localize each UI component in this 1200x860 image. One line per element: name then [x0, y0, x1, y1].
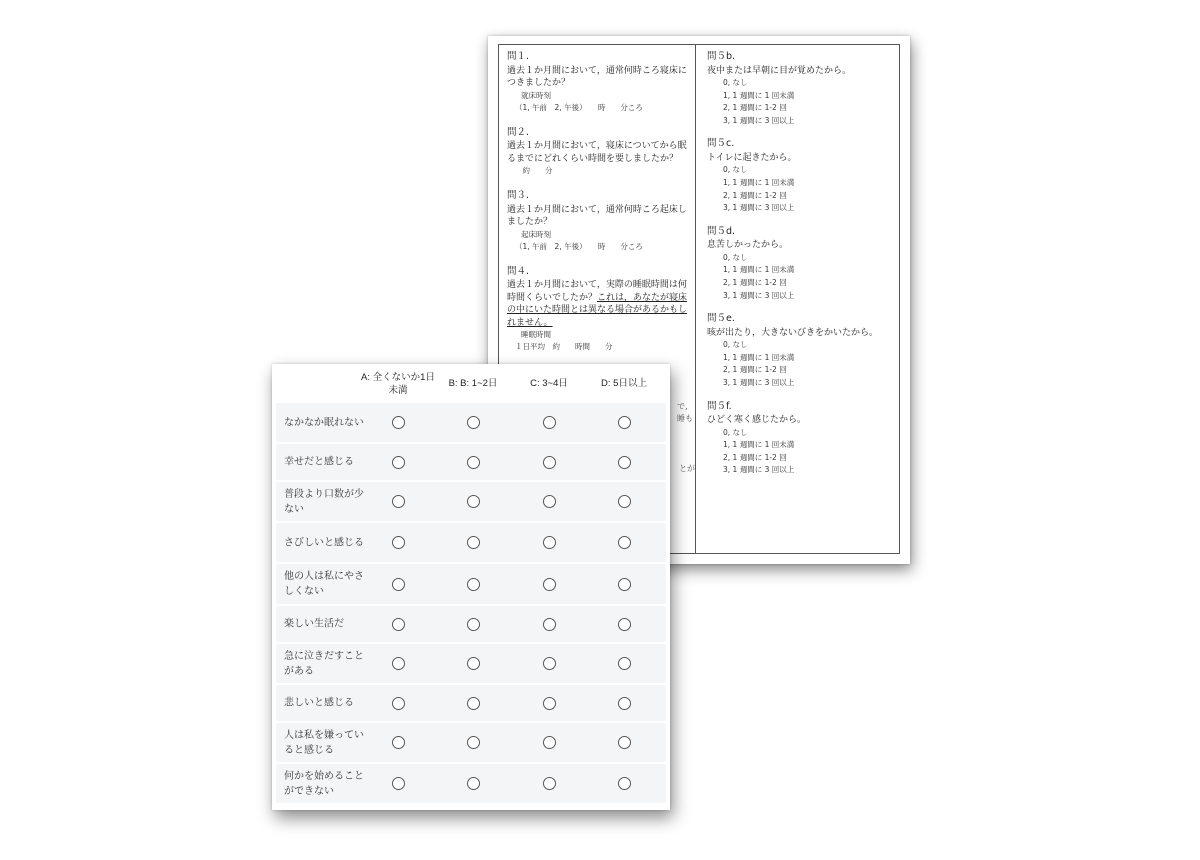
- radio-option-a[interactable]: [392, 657, 405, 670]
- obscured-text-fragment: 睡も: [677, 414, 693, 423]
- answer-label: 起床時刻: [521, 229, 551, 239]
- row-label: 急に泣きだすことがある: [284, 650, 364, 677]
- radio-option-c[interactable]: [543, 536, 556, 549]
- radio-option-c[interactable]: [543, 578, 556, 591]
- question-text: 過去１か月間において，通常何時ころ起床しましたか？: [507, 204, 687, 227]
- question-text: 過去１か月間において，寝床についてから眠るまでにどれくらい時間を要しましたか？: [507, 141, 687, 164]
- obscured-text-fragment: で,: [677, 402, 688, 411]
- option: 1, 1 週間に 1 回未満: [723, 440, 795, 450]
- row-label: 人は私を嫌っていると感じる: [284, 729, 364, 756]
- row-label: 普段より口数が少ない: [284, 488, 364, 515]
- answer-format: （1, 午前 2, 午後） 時 分ころ: [515, 102, 643, 112]
- option: 1, 1 週間に 1 回未満: [723, 90, 795, 100]
- radio-option-a[interactable]: [392, 777, 405, 790]
- radio-option-a[interactable]: [392, 495, 405, 508]
- radio-option-d[interactable]: [618, 657, 631, 670]
- question-number: 問１.: [507, 51, 530, 62]
- grid-row: [276, 644, 666, 683]
- option: 1, 1 週間に 1 回未満: [723, 177, 795, 187]
- radio-option-d[interactable]: [618, 416, 631, 429]
- radio-option-b[interactable]: [467, 736, 480, 749]
- radio-option-a[interactable]: [392, 456, 405, 469]
- radio-option-a[interactable]: [392, 578, 405, 591]
- grid-row: [276, 444, 666, 480]
- radio-option-a[interactable]: [392, 618, 405, 631]
- grid-row: [276, 523, 666, 562]
- grid-row: [276, 723, 666, 762]
- question-text-underlined: これは，あなたが寝床の中にいた時間とは異なる場合があるかもしれません。: [507, 292, 688, 328]
- option: 2, 1 週間に 1-2 回: [723, 452, 787, 462]
- radio-option-c[interactable]: [543, 456, 556, 469]
- option: 0, なし: [723, 427, 748, 437]
- option: 3, 1 週間に 3 回以上: [723, 377, 795, 387]
- option: 0, なし: [723, 252, 748, 262]
- radio-option-d[interactable]: [618, 618, 631, 631]
- question-number: 問２.: [507, 126, 530, 138]
- question-5e: [707, 313, 893, 389]
- question-number: 問５b.: [707, 51, 736, 62]
- left-column: [507, 51, 689, 366]
- row-label: なかなか眠れない: [284, 417, 364, 428]
- radio-option-b[interactable]: [467, 416, 480, 429]
- option: 1, 1 週間に 1 回未満: [723, 265, 795, 275]
- answer-format: 約 分: [515, 166, 553, 175]
- question-4: [507, 266, 689, 354]
- option: 3, 1 週間に 3 回以上: [723, 203, 795, 213]
- question-5f: [707, 401, 893, 477]
- right-column: [707, 51, 893, 488]
- question-1: [507, 51, 689, 114]
- question-number: 問５c.: [707, 138, 735, 150]
- grid-row: [276, 482, 666, 521]
- radio-option-b[interactable]: [467, 456, 480, 469]
- grid-header: [272, 364, 670, 402]
- radio-option-a[interactable]: [392, 416, 405, 429]
- question-5d: [707, 226, 893, 302]
- radio-option-c[interactable]: [543, 777, 556, 790]
- grid-row: [276, 606, 666, 642]
- option: 3, 1 週間に 3 回以上: [723, 465, 795, 475]
- question-number: 問５e.: [707, 313, 735, 325]
- radio-option-b[interactable]: [467, 578, 480, 591]
- question-text: 咳が出たり，大きないびきをかいたから。: [707, 327, 879, 338]
- question-text: [507, 279, 689, 329]
- option: 3, 1 週間に 3 回以上: [723, 115, 795, 125]
- radio-option-d[interactable]: [618, 536, 631, 549]
- column-header-d: D: 5日以上: [601, 378, 647, 389]
- radio-option-b[interactable]: [467, 536, 480, 549]
- row-label: 幸せだと感じる: [284, 456, 354, 468]
- answer-label: 就床時刻: [521, 90, 551, 100]
- grid-row: [276, 764, 666, 803]
- radio-option-b[interactable]: [467, 495, 480, 508]
- column-header-c: C: 3~4日: [530, 378, 568, 389]
- column-header-a: A: 全くないか1日未満: [361, 372, 435, 396]
- question-number: 問５d.: [707, 225, 736, 237]
- radio-option-d[interactable]: [618, 578, 631, 591]
- option: 1, 1 週間に 1 回未満: [723, 352, 795, 362]
- grid-row: [276, 564, 666, 604]
- answer-label: 睡眠時間: [521, 330, 551, 339]
- radio-option-c[interactable]: [543, 618, 556, 631]
- radio-option-b[interactable]: [467, 697, 480, 710]
- question-text: 息苦しかったから。: [707, 240, 789, 251]
- option: 2, 1 週間に 1-2 回: [723, 277, 787, 287]
- radio-option-c[interactable]: [543, 657, 556, 670]
- radio-option-d[interactable]: [618, 736, 631, 749]
- row-label: さびしいと感じる: [284, 537, 364, 548]
- answer-format: １日平均 約 時間 分: [515, 342, 613, 351]
- question-2: [507, 127, 689, 178]
- question-5b: [707, 51, 893, 127]
- radio-option-b[interactable]: [467, 618, 480, 631]
- radio-option-d[interactable]: [618, 777, 631, 790]
- radio-option-c[interactable]: [543, 736, 556, 749]
- radio-option-d[interactable]: [618, 456, 631, 469]
- option: 0, なし: [723, 78, 748, 87]
- option: 3, 1 週間に 3 回以上: [723, 290, 795, 300]
- row-label: 何かを始めることができない: [284, 770, 364, 797]
- radio-option-c[interactable]: [543, 416, 556, 429]
- option: 0, なし: [723, 165, 748, 175]
- question-number: 問４.: [507, 265, 530, 277]
- question-text: 夜中または早朝に目が覚めたから。: [707, 65, 852, 76]
- column-divider: [695, 45, 696, 553]
- radio-option-a[interactable]: [392, 697, 405, 710]
- frequency-grid-form: [272, 364, 670, 810]
- radio-option-b[interactable]: [467, 777, 480, 790]
- radio-option-c[interactable]: [543, 495, 556, 508]
- option: 2, 1 週間に 1-2 回: [723, 190, 787, 200]
- radio-option-a[interactable]: [392, 536, 405, 549]
- radio-option-b[interactable]: [467, 657, 480, 670]
- question-3: [507, 190, 689, 253]
- question-text: ひどく寒く感じたから。: [707, 415, 807, 425]
- radio-option-d[interactable]: [618, 495, 631, 508]
- question-number: 問３.: [507, 190, 530, 201]
- option: 2, 1 週間に 1-2 回: [723, 103, 787, 113]
- question-text-main: 過去１か月間において，実際の睡眠時間は何時間くらいでしたか？: [507, 280, 687, 303]
- grid-row: [276, 685, 666, 721]
- row-label: 楽しい生活だ: [284, 618, 344, 630]
- column-header-b: B: B: 1~2日: [448, 378, 498, 389]
- question-text: トイレに起きたから。: [707, 152, 797, 163]
- grid-row: [276, 403, 666, 442]
- radio-option-d[interactable]: [618, 697, 631, 710]
- answer-format: （1, 午前 2, 午後） 時 分ころ: [515, 241, 643, 251]
- row-label: 悲しいと感じる: [284, 697, 354, 709]
- option: 2, 1 週間に 1-2 回: [723, 365, 787, 375]
- option: 0, なし: [723, 340, 748, 350]
- question-number: 問５f.: [707, 400, 732, 412]
- obscured-text-fragment: とが: [679, 464, 695, 473]
- question-5c: [707, 138, 893, 214]
- row-label: 他の人は私にやさしくない: [284, 571, 364, 597]
- radio-option-c[interactable]: [543, 697, 556, 710]
- radio-option-a[interactable]: [392, 736, 405, 749]
- question-text: 過去１か月間において，通常何時ころ寝床につきましたか？: [507, 65, 687, 88]
